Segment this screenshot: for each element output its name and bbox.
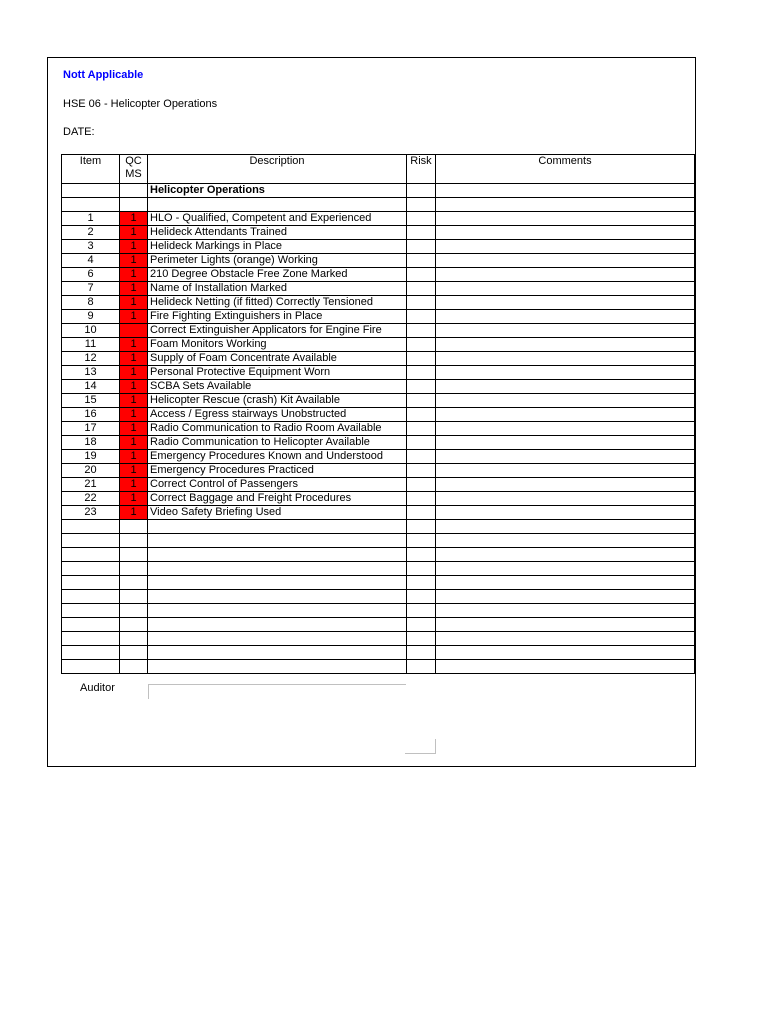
cell-description — [148, 632, 407, 646]
cell-comments[interactable] — [436, 184, 695, 198]
cell-item: 22 — [62, 492, 120, 506]
cell-item: 21 — [62, 478, 120, 492]
cell-comments[interactable] — [436, 632, 695, 646]
header-risk: Risk — [407, 155, 436, 184]
cell-description: Perimeter Lights (orange) Working — [148, 254, 407, 268]
cell-risk[interactable] — [407, 380, 436, 394]
cell-risk[interactable] — [407, 534, 436, 548]
auditor-label: Auditor — [80, 682, 115, 694]
cell-risk[interactable] — [407, 660, 436, 674]
table-row — [62, 254, 695, 268]
cell-description: Radio Communication to Helicopter Available — [148, 436, 407, 450]
cell-comments[interactable] — [436, 464, 695, 478]
cell-item: 20 — [62, 464, 120, 478]
cell-item — [62, 660, 120, 674]
cell-qc[interactable]: 1 — [120, 422, 148, 436]
header-item: Item — [62, 155, 120, 184]
date-label: DATE: — [63, 126, 95, 138]
cell-comments[interactable] — [436, 478, 695, 492]
header-description: Description — [148, 155, 407, 184]
empty-row — [62, 646, 695, 660]
cell-risk[interactable] — [407, 198, 436, 212]
cell-qc[interactable]: 1 — [120, 380, 148, 394]
cell-qc — [120, 660, 148, 674]
cell-comments[interactable] — [436, 212, 695, 226]
cell-comments[interactable] — [436, 604, 695, 618]
document-title: HSE 06 - Helicopter Operations — [63, 98, 218, 110]
cell-item: 18 — [62, 436, 120, 450]
cell-comments[interactable] — [436, 338, 695, 352]
header-qcms: QC MS — [120, 155, 148, 184]
cell-comments[interactable] — [436, 268, 695, 282]
cell-risk[interactable] — [407, 520, 436, 534]
cell-item: 17 — [62, 422, 120, 436]
cell-description: HLO - Qualified, Competent and Experienced — [148, 212, 407, 226]
cell-risk[interactable] — [407, 422, 436, 436]
table-row — [62, 394, 695, 408]
spacer-row — [62, 198, 695, 212]
cell-description: Helideck Attendants Trained — [148, 226, 407, 240]
table-row — [62, 380, 695, 394]
cell-risk[interactable] — [407, 576, 436, 590]
cell-comments[interactable] — [436, 534, 695, 548]
cell-risk[interactable] — [407, 268, 436, 282]
cell-qc[interactable]: 1 — [120, 268, 148, 282]
cell-qc[interactable]: 1 — [120, 338, 148, 352]
cell-description: Foam Monitors Working — [148, 338, 407, 352]
table-row — [62, 366, 695, 380]
table-row — [62, 310, 695, 324]
cell-comments[interactable] — [436, 422, 695, 436]
cell-comments[interactable] — [436, 310, 695, 324]
cell-description — [148, 562, 407, 576]
cell-risk[interactable] — [407, 590, 436, 604]
cell-risk[interactable] — [407, 310, 436, 324]
cell-qc[interactable]: 1 — [120, 450, 148, 464]
cell-qc[interactable]: 1 — [120, 436, 148, 450]
cell-risk[interactable] — [407, 366, 436, 380]
cell-qc[interactable]: 1 — [120, 296, 148, 310]
cell-description: Video Safety Briefing Used — [148, 506, 407, 520]
cell-item — [62, 198, 120, 212]
cell-item: 10 — [62, 324, 120, 338]
cell-description: Correct Baggage and Freight Procedures — [148, 492, 407, 506]
checklist-table — [61, 154, 695, 674]
cell-description: Helideck Netting (if fitted) Correctly Tensioned — [148, 296, 407, 310]
auditor-signature-corner — [405, 739, 436, 754]
empty-row — [62, 562, 695, 576]
cell-qc[interactable]: 1 — [120, 408, 148, 422]
cell-qc — [120, 604, 148, 618]
cell-qc — [120, 632, 148, 646]
table-row — [62, 450, 695, 464]
cell-qc — [120, 562, 148, 576]
cell-description — [148, 618, 407, 632]
cell-comments[interactable] — [436, 282, 695, 296]
cell-item — [62, 590, 120, 604]
section-row — [62, 184, 695, 198]
cell-item — [62, 184, 120, 198]
cell-item — [62, 604, 120, 618]
cell-qc — [120, 646, 148, 660]
empty-row — [62, 604, 695, 618]
cell-qc — [120, 520, 148, 534]
cell-item: 14 — [62, 380, 120, 394]
cell-item: 12 — [62, 352, 120, 366]
empty-row — [62, 632, 695, 646]
cell-description: Name of Installation Marked — [148, 282, 407, 296]
cell-description: Correct Control of Passengers — [148, 478, 407, 492]
cell-description — [148, 646, 407, 660]
status-label: Nott Applicable — [63, 69, 144, 81]
cell-comments[interactable] — [436, 506, 695, 520]
cell-item: 3 — [62, 240, 120, 254]
cell-comments[interactable] — [436, 562, 695, 576]
cell-description: Supply of Foam Concentrate Available — [148, 352, 407, 366]
cell-risk[interactable] — [407, 282, 436, 296]
cell-description — [148, 660, 407, 674]
cell-risk[interactable] — [407, 548, 436, 562]
cell-item: 16 — [62, 408, 120, 422]
table-row — [62, 324, 695, 338]
table-row — [62, 352, 695, 366]
cell-risk[interactable] — [407, 492, 436, 506]
cell-item: 2 — [62, 226, 120, 240]
cell-description: Emergency Procedures Practiced — [148, 464, 407, 478]
empty-row — [62, 534, 695, 548]
cell-risk[interactable] — [407, 184, 436, 198]
cell-item: 7 — [62, 282, 120, 296]
cell-description: Access / Egress stairways Unobstructed — [148, 408, 407, 422]
cell-risk[interactable] — [407, 436, 436, 450]
cell-qc — [120, 576, 148, 590]
cell-qc — [120, 590, 148, 604]
cell-qc — [120, 534, 148, 548]
cell-qc[interactable]: 1 — [120, 254, 148, 268]
cell-item: 4 — [62, 254, 120, 268]
cell-qc[interactable]: 1 — [120, 226, 148, 240]
cell-risk[interactable] — [407, 254, 436, 268]
cell-description: 210 Degree Obstacle Free Zone Marked — [148, 268, 407, 282]
header-comments: Comments — [436, 155, 695, 184]
cell-item: 15 — [62, 394, 120, 408]
cell-qc[interactable]: 1 — [120, 282, 148, 296]
auditor-signature-field[interactable] — [148, 684, 406, 699]
cell-qc — [120, 184, 148, 198]
cell-comments[interactable] — [436, 520, 695, 534]
cell-qc — [120, 198, 148, 212]
cell-qc[interactable] — [120, 324, 148, 338]
cell-description — [148, 590, 407, 604]
cell-risk[interactable] — [407, 352, 436, 366]
cell-risk[interactable] — [407, 450, 436, 464]
cell-risk[interactable] — [407, 632, 436, 646]
cell-comments[interactable] — [436, 226, 695, 240]
cell-comments[interactable] — [436, 198, 695, 212]
cell-description: Correct Extinguisher Applicators for Engine Fire — [148, 324, 407, 338]
cell-risk[interactable] — [407, 646, 436, 660]
cell-comments[interactable] — [436, 660, 695, 674]
empty-row — [62, 576, 695, 590]
cell-item: 8 — [62, 296, 120, 310]
cell-comments[interactable] — [436, 408, 695, 422]
cell-item: 23 — [62, 506, 120, 520]
table-row — [62, 492, 695, 506]
cell-comments[interactable] — [436, 296, 695, 310]
cell-comments[interactable] — [436, 492, 695, 506]
cell-comments[interactable] — [436, 576, 695, 590]
cell-description: Helideck Markings in Place — [148, 240, 407, 254]
cell-description — [148, 548, 407, 562]
cell-qc[interactable]: 1 — [120, 240, 148, 254]
cell-comments[interactable] — [436, 436, 695, 450]
cell-comments[interactable] — [436, 548, 695, 562]
cell-description — [148, 604, 407, 618]
table-row — [62, 422, 695, 436]
cell-risk[interactable] — [407, 408, 436, 422]
cell-comments[interactable] — [436, 240, 695, 254]
table-row — [62, 212, 695, 226]
cell-risk[interactable] — [407, 226, 436, 240]
cell-item — [62, 520, 120, 534]
cell-description — [148, 198, 407, 212]
cell-risk[interactable] — [407, 324, 436, 338]
cell-qc[interactable]: 1 — [120, 492, 148, 506]
cell-description: Fire Fighting Extinguishers in Place — [148, 310, 407, 324]
cell-description — [148, 520, 407, 534]
cell-item — [62, 632, 120, 646]
cell-item — [62, 534, 120, 548]
cell-risk[interactable] — [407, 506, 436, 520]
cell-item: 13 — [62, 366, 120, 380]
table-row — [62, 506, 695, 520]
cell-item: 19 — [62, 450, 120, 464]
empty-row — [62, 660, 695, 674]
table-row — [62, 464, 695, 478]
empty-row — [62, 590, 695, 604]
table-row — [62, 478, 695, 492]
section-title: Helicopter Operations — [148, 184, 407, 198]
table-row — [62, 338, 695, 352]
cell-qc[interactable]: 1 — [120, 478, 148, 492]
cell-qc[interactable]: 1 — [120, 506, 148, 520]
cell-qc — [120, 548, 148, 562]
cell-description — [148, 576, 407, 590]
cell-item — [62, 618, 120, 632]
cell-risk[interactable] — [407, 212, 436, 226]
table-row — [62, 268, 695, 282]
cell-comments[interactable] — [436, 366, 695, 380]
cell-risk[interactable] — [407, 562, 436, 576]
cell-comments[interactable] — [436, 324, 695, 338]
empty-row — [62, 520, 695, 534]
cell-comments[interactable] — [436, 394, 695, 408]
empty-row — [62, 548, 695, 562]
cell-item — [62, 562, 120, 576]
cell-risk[interactable] — [407, 240, 436, 254]
cell-item: 6 — [62, 268, 120, 282]
cell-comments[interactable] — [436, 380, 695, 394]
cell-description: Radio Communication to Radio Room Available — [148, 422, 407, 436]
cell-comments[interactable] — [436, 254, 695, 268]
cell-qc[interactable]: 1 — [120, 352, 148, 366]
cell-comments[interactable] — [436, 450, 695, 464]
cell-risk[interactable] — [407, 394, 436, 408]
cell-item: 11 — [62, 338, 120, 352]
table-row — [62, 296, 695, 310]
cell-comments[interactable] — [436, 646, 695, 660]
cell-comments[interactable] — [436, 618, 695, 632]
cell-item — [62, 646, 120, 660]
cell-qc[interactable]: 1 — [120, 310, 148, 324]
cell-risk[interactable] — [407, 618, 436, 632]
cell-description: Helicopter Rescue (crash) Kit Available — [148, 394, 407, 408]
cell-comments[interactable] — [436, 352, 695, 366]
cell-qc[interactable]: 1 — [120, 464, 148, 478]
cell-description: Emergency Procedures Known and Understood — [148, 450, 407, 464]
cell-item: 1 — [62, 212, 120, 226]
cell-qc[interactable]: 1 — [120, 212, 148, 226]
cell-risk[interactable] — [407, 296, 436, 310]
cell-risk[interactable] — [407, 338, 436, 352]
cell-risk[interactable] — [407, 604, 436, 618]
cell-comments[interactable] — [436, 590, 695, 604]
table-row — [62, 436, 695, 450]
cell-item — [62, 576, 120, 590]
cell-description: Personal Protective Equipment Worn — [148, 366, 407, 380]
cell-risk[interactable] — [407, 478, 436, 492]
cell-qc — [120, 618, 148, 632]
cell-qc[interactable]: 1 — [120, 394, 148, 408]
cell-qc[interactable]: 1 — [120, 366, 148, 380]
header-row — [62, 155, 695, 184]
table-row — [62, 408, 695, 422]
cell-item — [62, 548, 120, 562]
table-row — [62, 282, 695, 296]
table-row — [62, 226, 695, 240]
cell-description: SCBA Sets Available — [148, 380, 407, 394]
cell-item: 9 — [62, 310, 120, 324]
empty-row — [62, 618, 695, 632]
table-row — [62, 240, 695, 254]
cell-description — [148, 534, 407, 548]
cell-risk[interactable] — [407, 464, 436, 478]
